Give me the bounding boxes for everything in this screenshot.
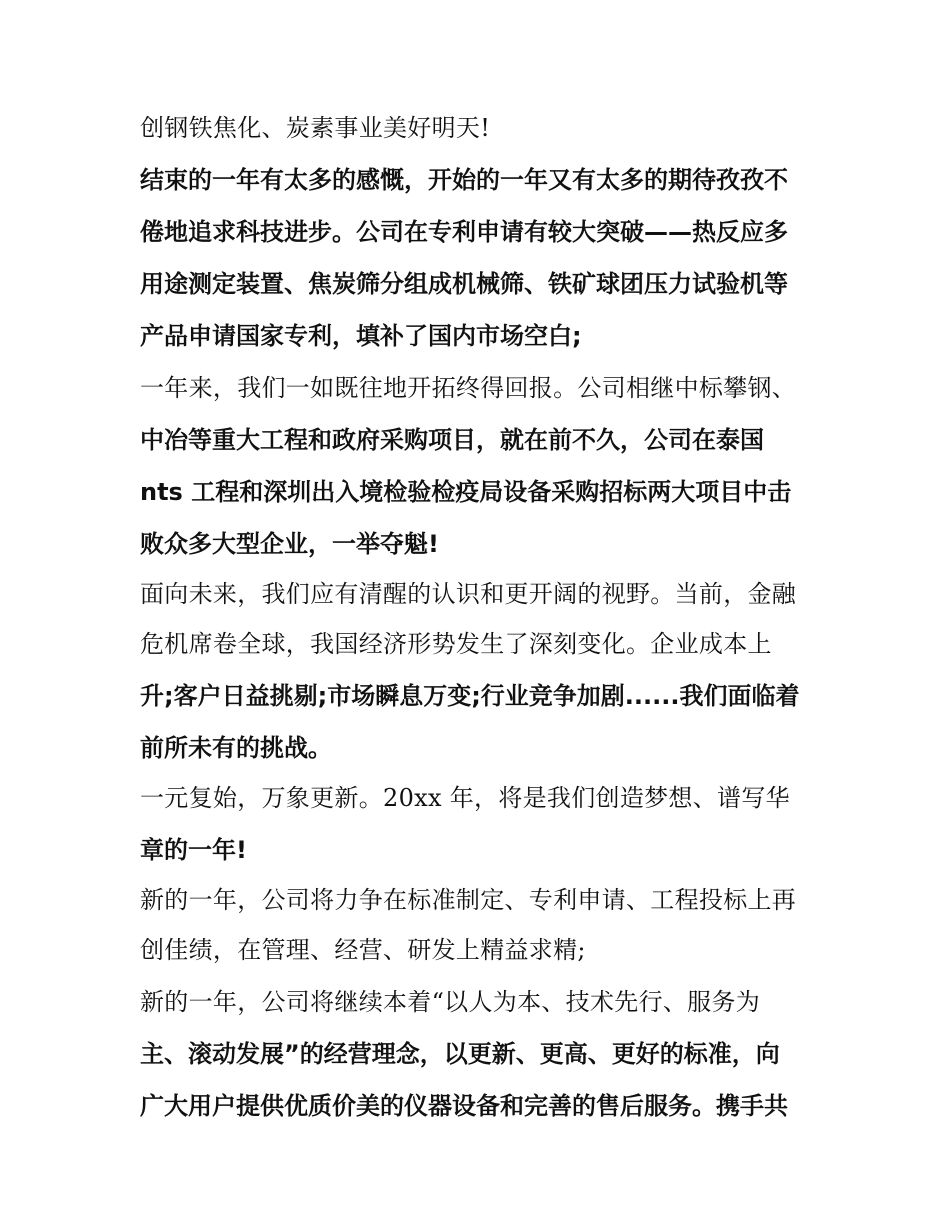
text-line: 创佳绩，在管理、经营、研发上精益求精; [140, 936, 586, 964]
text-line: 败众多大型企业，一举夺魁! [140, 530, 439, 558]
text-line: 广大用户提供优质价美的仪器设备和完善的售后服务。携手共 [140, 1092, 788, 1120]
text-line: 产品申请国家专利，填补了国内市场空白; [140, 322, 582, 350]
text-line: 升;客户日益挑剔;市场瞬息万变;行业竞争加剧......我们面临着 [140, 682, 800, 710]
text-line: nts 工程和深圳出入境检验检疫局设备采购招标两大项目中击 [140, 478, 792, 506]
text-line: 一元复始，万象更新。20xx 年，将是我们创造梦想、谱写华 [140, 784, 790, 812]
text-line: 章的一年! [140, 836, 247, 864]
text-line: 主、滚动发展”的经营理念，以更新、更高、更好的标准，向 [140, 1040, 780, 1068]
text-line: 创钢铁焦化、炭素事业美好明天! [140, 114, 491, 142]
text-line: 危机席卷全球，我国经济形势发生了深刻变化。企业成本上 [140, 630, 772, 658]
text-line: 中冶等重大工程和政府采购项目，就在前不久，公司在泰国 [140, 426, 764, 454]
text-line: 面向未来，我们应有清醒的认识和更开阔的视野。当前，金融 [140, 580, 797, 608]
text-line: 一年来，我们一如既往地开拓终得回报。公司相继中标攀钢、 [140, 374, 797, 402]
text-line: 新的一年，公司将继续本着“以人为本、技术先行、服务为 [140, 988, 761, 1016]
text-line: 倦地追求科技进步。公司在专利申请有较大突破——热反应多 [140, 218, 788, 246]
text-line: 结束的一年有太多的感慨，开始的一年又有太多的期待孜孜不 [140, 166, 788, 194]
text-line: 用途测定装置、焦炭筛分组成机械筛、铁矿球团压力试验机等 [140, 270, 788, 298]
text-line: 新的一年，公司将力争在标准制定、专利申请、工程投标上再 [140, 886, 797, 914]
text-line: 前所未有的挑战。 [140, 734, 332, 762]
